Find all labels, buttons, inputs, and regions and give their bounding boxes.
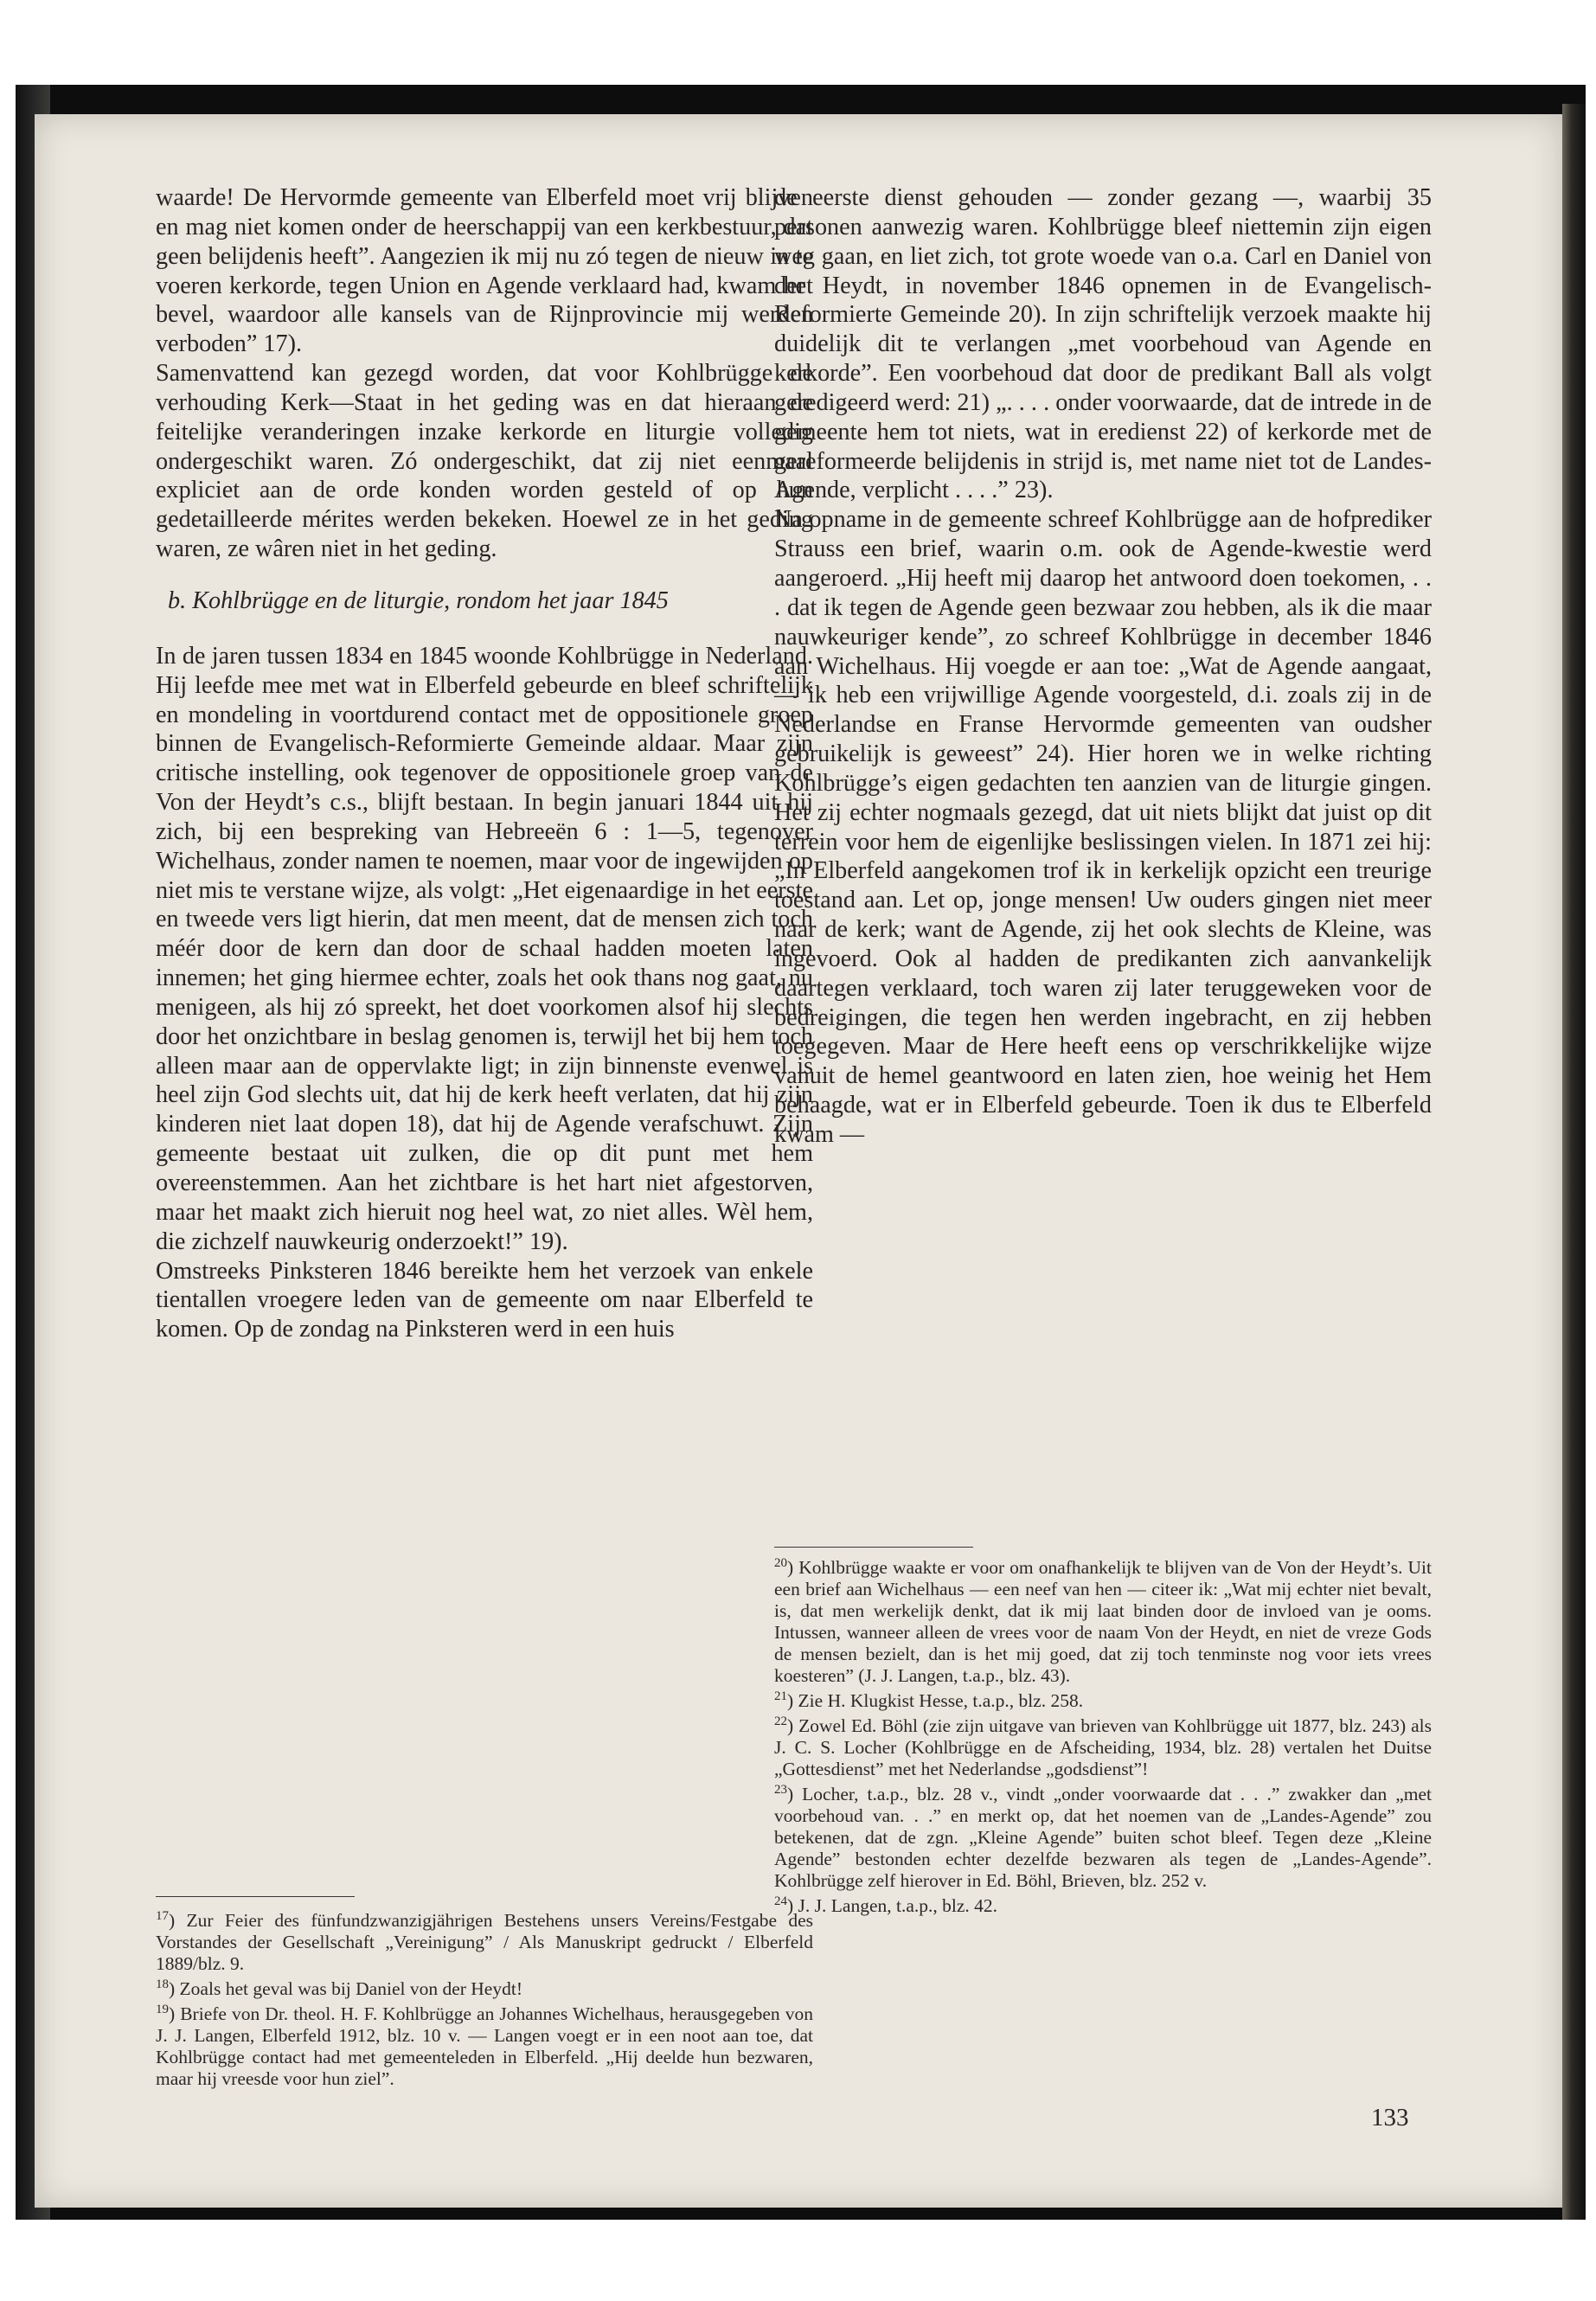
paragraph: Samenvattend kan gezegd worden, dat voor Kohlbrügge de verhouding Kerk—Staat in het geding was en dat hieraan de feitelijke veranderingen inzake kerkorde en liturgie volledig ondergeschikt waren. Zó ondergeschikt, dat zij niet eenmaal expliciet aan de orde konden worden gesteld of op hun gedetailleerde mérites werden bekeken. Hoewel ze in het geding waren, ze wâren niet in het geding. [156, 360, 813, 563]
footnote: $^{19}$) Briefe von Dr. theol. H. F. Kohlbrügge an Johannes Wichelhaus, herausgegeben von J. J. Langen, Elberfeld 1912, blz. 10 v. — Langen voegt er in een noot aan toe, dat Kohlbrügge contact had met gemeenteleden in Elberfeld. „Hij deelde hun bezwaren, maar hij vreesde voor hun ziel”. [156, 2002, 813, 2089]
footnote: $^{20}$) Kohlbrügge waakte er voor om onafhankelijk te blijven van de Von der Heydt’s. Uit een brief aan Wichelhaus — een neef van hen — citeer ik: „Wat mij echter niet bevalt, is, dat men werkelijk denkt, dat ik mij laat binden door de invloed van je ooms. Intussen, wanneer alleen de vrees voor de naam Von der Heydt, en niet de vreze Gods de mensen bezielt, dan is het mij goed, dat zij toch tenminste nog voor iets vrees koesteren” (J. J. Langen, t.a.p., blz. 43). [774, 1555, 1432, 1686]
footnote-divider [156, 1896, 355, 1897]
footnote-text: Locher, t.a.p., blz. 28 v., vindt „onder voorwaarde dat . . .” zwakker dan „met voorbehoud van. . .” en merkt op, dat het noemen van de „Landes-Agende” zou betekenen, dat de zgn. „Kleine Agende” buiten schot bleef. Tegen deze „Kleine Agende” bestonden echter dezelfde bezwaren als tegen de „Landes-Agende”. Kohlbrügge zelf hierover in Ed. Böhl, Brieven, blz. 252 v. [774, 1784, 1432, 1891]
footnote-text: J. J. Langen, t.a.p., blz. 42. [798, 1895, 998, 1916]
right-column [774, 183, 1432, 1150]
section-heading: b. Kohlbrügge en de liturgie, rondom het jaar 1845 [168, 586, 669, 614]
footnote-text: Zur Feier des fünfundzwanzigjährigen Bestehens unsers Vereins/Festgabe des Vorstandes der Gesellschaft „Vereinigung” / Als Manuskript gedruckt / Elberfeld 1889/blz. 9. [156, 1910, 813, 1974]
book-binding-edge [1562, 104, 1586, 2220]
footnote: $^{17}$) Zur Feier des fünfundzwanzigjährigen Bestehens unsers Vereins/Festgabe des Vorstandes der Gesellschaft „Vereinigung” / Als Manuskript gedruckt / Elberfeld 1889/blz. 9. [156, 1908, 813, 1974]
left-column [156, 183, 813, 1344]
footnote: $^{24}$) J. J. Langen, t.a.p., blz. 42. [774, 1894, 998, 1916]
right-footnotes [774, 1557, 1432, 1920]
footnote-number: 21 [774, 1689, 787, 1703]
paragraph: de eerste dienst gehouden — zonder gezang —, waarbij 35 personen aanwezig waren. Kohlbrügge bleef niettemin zijn eigen weg gaan, en liet zich, tot grote woede van o.a. Carl en Daniel von der Heydt, in november 1846 opnemen in de Evangelisch-Reformierte Gemeinde 20). In zijn schriftelijk verzoek maakte hij duidelijk dit te verlangen „met voorbehoud van Agende en kerkorde”. Een voorbehoud dat door de predikant Ball als volgt geredigeerd werd: 21) „. . . . onder voorwaarde, dat de intrede in de gemeente hem tot niets, wat in eredienst 22) of kerkorde met de gereformeerde belijdenis in strijd is, met name niet tot de Landes-Agende, verplicht . . . .” 23). [774, 184, 1432, 504]
paragraph: In de jaren tussen 1834 en 1845 woonde Kohlbrügge in Nederland. Hij leefde mee met wat in Elberfeld gebeurde en bleef schriftelijk en mondeling in voortdurend contact met de oppositionele groep binnen de Evangelisch-Reformierte Gemeinde aldaar. Maar zijn critische instelling, ook tegenover de oppositionele groep van de Von der Heydt’s c.s., blijft bestaan. In begin januari 1844 uit hij zich, bij een bespreking van Hebreeën 6 : 1—5, tegenover Wichelhaus, zonder namen te noemen, maar voor de ingewijden op niet mis te verstane wijze, als volgt: „Het eigenaardige in het eerste en tweede vers ligt hierin, dat men meent, dat de mensen zich toch méér door de kern dan door de schaal hadden moeten laten innemen; het ging hiermee echter, zoals het ook thans nog gaat, nu menigeen, als hij zó spreekt, het doet voorkomen alsof hij slechts door het onzichtbare in beslag genomen is, terwijl het bij hem toch alleen maar aan de oppervlakte ligt; in zijn binnenste evenwel is heel zijn God slechts uit, dat hij de kerk heeft verlaten, dat hij zijn kinderen niet laat dopen 18), dat hij de Agende verafschuwt. Zijn gemeente bestaat uit zulken, die op dit punt met hem overeenstemmen. Aan het zichtbare is het hart niet afgestorven, maar het maakt zich hieruit nog heel wat, zo niet alles. Wèl hem, die zichzelf nauwkeurig onderzoekt!” 19). [156, 642, 813, 1255]
footnote-text: Kohlbrügge waakte er voor om onafhankelijk te blijven van de Von der Heydt’s. Uit een brief aan Wichelhaus — een neef van hen — citeer ik: „Wat mij echter niet bevalt, is, dat men werkelijk denkt, dat ik mij laat binden door de invloed van je ooms. Intussen, wanneer alleen de vrees voor de naam Von der Heydt, en niet de vreze Gods de mensen bezielt, dan is het mij goed, dat zij toch tenminste nog voor iets vrees koesteren” (J. J. Langen, t.a.p., blz. 43). [774, 1557, 1432, 1686]
footnote-divider [774, 1547, 973, 1548]
footnote-text: Briefe von Dr. theol. H. F. Kohlbrügge an Johannes Wichelhaus, herausgegeben von J. J. Langen, Elberfeld 1912, blz. 10 v. — Langen voegt er in een noot aan toe, dat Kohlbrügge contact had met gemeenteleden in Elberfeld. „Hij deelde hun bezwaren, maar hij vreesde voor hun ziel”. [156, 2003, 813, 2089]
footnote-text: Zie H. Klugkist Hesse, t.a.p., blz. 258. [798, 1690, 1084, 1711]
footnote-number: 20 [774, 1555, 787, 1570]
footnote: $^{22}$) Zowel Ed. Böhl (zie zijn uitgave van brieven van Kohlbrügge uit 1877, blz. 243) als J. C. S. Locher (Kohlbrügge en de Afscheiding, 1934, blz. 28) vertalen het Duitse „Gottesdienst” met het Nederlandse „godsdienst”! [774, 1714, 1432, 1779]
footnote: $^{21}$) Zie H. Klugkist Hesse, t.a.p., blz. 258. [774, 1689, 1084, 1711]
footnote-number: 22 [774, 1714, 787, 1728]
footnote-number: 24 [774, 1894, 787, 1908]
footnote-number: 18 [156, 1977, 169, 1991]
paragraph: Omstreeks Pinksteren 1846 bereikte hem het verzoek van enkele tientallen vroegere leden van de gemeente om naar Elberfeld te komen. Op de zondag na Pinksteren werd in een huis [156, 1257, 813, 1343]
footnote: $^{23}$) Locher, t.a.p., blz. 28 v., vindt „onder voorwaarde dat . . .” zwakker dan „met voorbehoud van. . .” en merkt op, dat het noemen van de „Landes-Agende” zou betekenen, dat de zgn. „Kleine Agende” buiten schot bleef. Tegen deze „Kleine Agende” bestonden echter dezelfde bezwaren als tegen de „Landes-Agende”. Kohlbrügge zelf hierover in Ed. Böhl, Brieven, blz. 252 v. [774, 1782, 1432, 1891]
paragraph: waarde! De Hervormde gemeente van Elberfeld moet vrij blijven en mag niet komen onder de heerschappij van een kerkbestuur, dat geen belijdenis heeft”. Aangezien ik mij nu zó tegen de nieuw in te voeren kerkorde, tegen Union en Agende verklaard had, kwam het bevel, waardoor alle kansels van de Rijnprovincie mij werden verboden” 17). [156, 184, 813, 358]
paragraph: Na opname in de gemeente schreef Kohlbrügge aan de hofprediker Strauss een brief, waarin o.m. ook de Agende-kwestie werd aangeroerd. „Hij heeft mij daarop het antwoord doen toekomen, . . . dat ik tegen de Agende geen bezwaar zou hebben, als ik die maar nauwkeuriger kende”, zo schreef Kohlbrügge in december 1846 aan Wichelhaus. Hij voegde er aan toe: „Wat de Agende aangaat, — ik heb een vrijwillige Agende voorgesteld, d.i. zoals zij in de Nederlandse en Franse Hervormde gemeenten van oudsher gebruikelijk is geweest” 24). Hier horen we in welke richting Kohlbrügge’s eigen gedachten ten aanzien van de liturgie gingen. Het zij echter nogmaals gezegd, dat uit niets blijkt dat juist op dit terrein voor hem de eigenlijke beslissingen vielen. In 1871 zei hij: „In Elberfeld aangekomen trof ik in kerkelijk opzicht een treurige toestand aan. Let op, jonge mensen! Uw ouders gingen niet meer naar de kerk; want de Agende, zij het ook slechts de Kleine, was ingevoerd. Ook al hadden de predikanten zich aanvankelijk daartegen verklaard, toch waren zij later teruggeweken voor de bedreigingen, die tegen hen werden ingebracht, en zij hebben toegegeven. Maar de Here heeft eens op verschrikkelijke wijze vanuit de hemel geantwoord en laten zien, hoe weinig het Hem behaagde, wat er in Elberfeld gebeurde. Toen ik dus te Elberfeld kwam — [774, 506, 1432, 1148]
footnote-number: 19 [156, 2002, 169, 2016]
footnote-number: 23 [774, 1782, 787, 1797]
page-number: 133 [1371, 2104, 1409, 2131]
footnote-text: Zowel Ed. Böhl (zie zijn uitgave van brieven van Kohlbrügge uit 1877, blz. 243) als J. C. S. Locher (Kohlbrügge en de Afscheiding, 1934, blz. 28) vertalen het Duitse „Gottesdienst” met het Nederlandse „godsdienst”! [774, 1715, 1432, 1779]
footnote-text: Zoals het geval was bij Daniel von der Heydt! [179, 1978, 522, 1999]
left-footnotes [156, 1910, 813, 2093]
footnote: $^{18}$) Zoals het geval was bij Daniel von der Heydt! [156, 1977, 522, 1999]
footnote-number: 17 [156, 1908, 169, 1923]
